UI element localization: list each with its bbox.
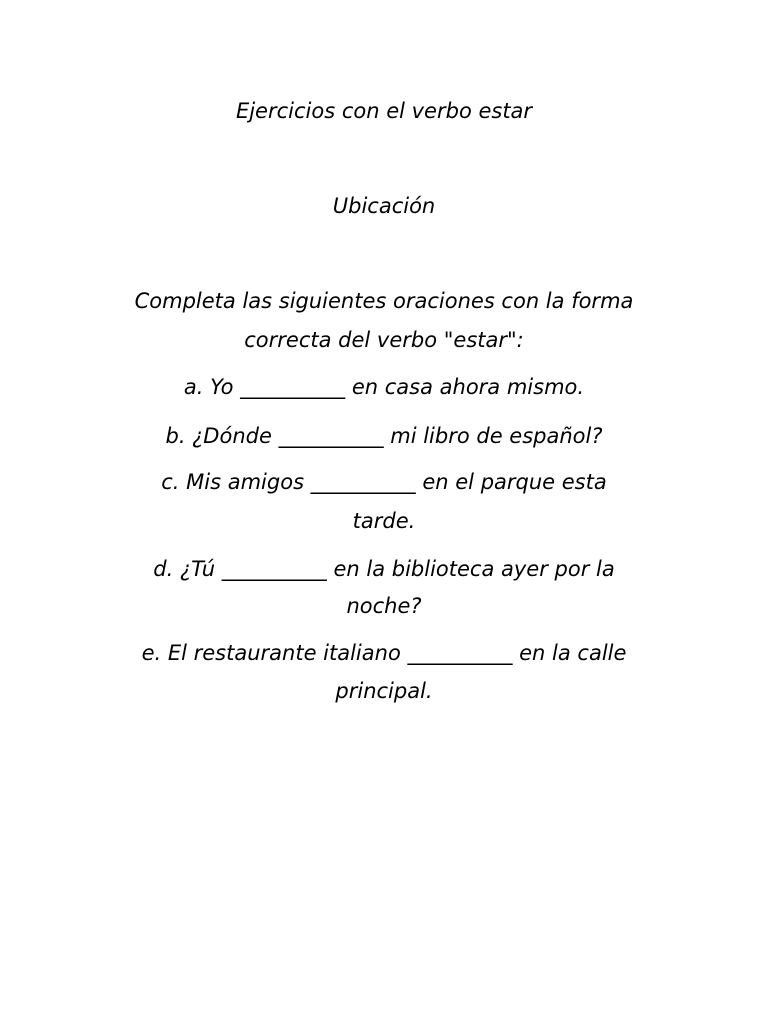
instruction-line-2: correcta del verbo "estar":: [244, 328, 524, 352]
exercise-d-line-2: noche?: [346, 594, 422, 618]
page-title: Ejercicios con el verbo estar: [235, 99, 533, 123]
section-subtitle: Ubicación: [332, 194, 436, 218]
exercise-c-line-2: tarde.: [352, 509, 416, 533]
exercise-a: a. Yo __________ en casa ahora mismo.: [183, 375, 585, 399]
exercise-c-line-1: c. Mis amigos __________ en el parque esta: [161, 470, 607, 494]
exercise-e-line-1: e. El restaurante italiano __________ en la calle: [141, 641, 627, 665]
instruction-line-1: Completa las siguientes oraciones con la forma: [134, 289, 634, 313]
exercise-d-line-1: d. ¿Tú __________ en la biblioteca ayer por la: [153, 557, 615, 581]
exercise-b: b. ¿Dónde __________ mi libro de español?: [165, 424, 603, 448]
exercise-e-line-2: principal.: [335, 679, 433, 703]
